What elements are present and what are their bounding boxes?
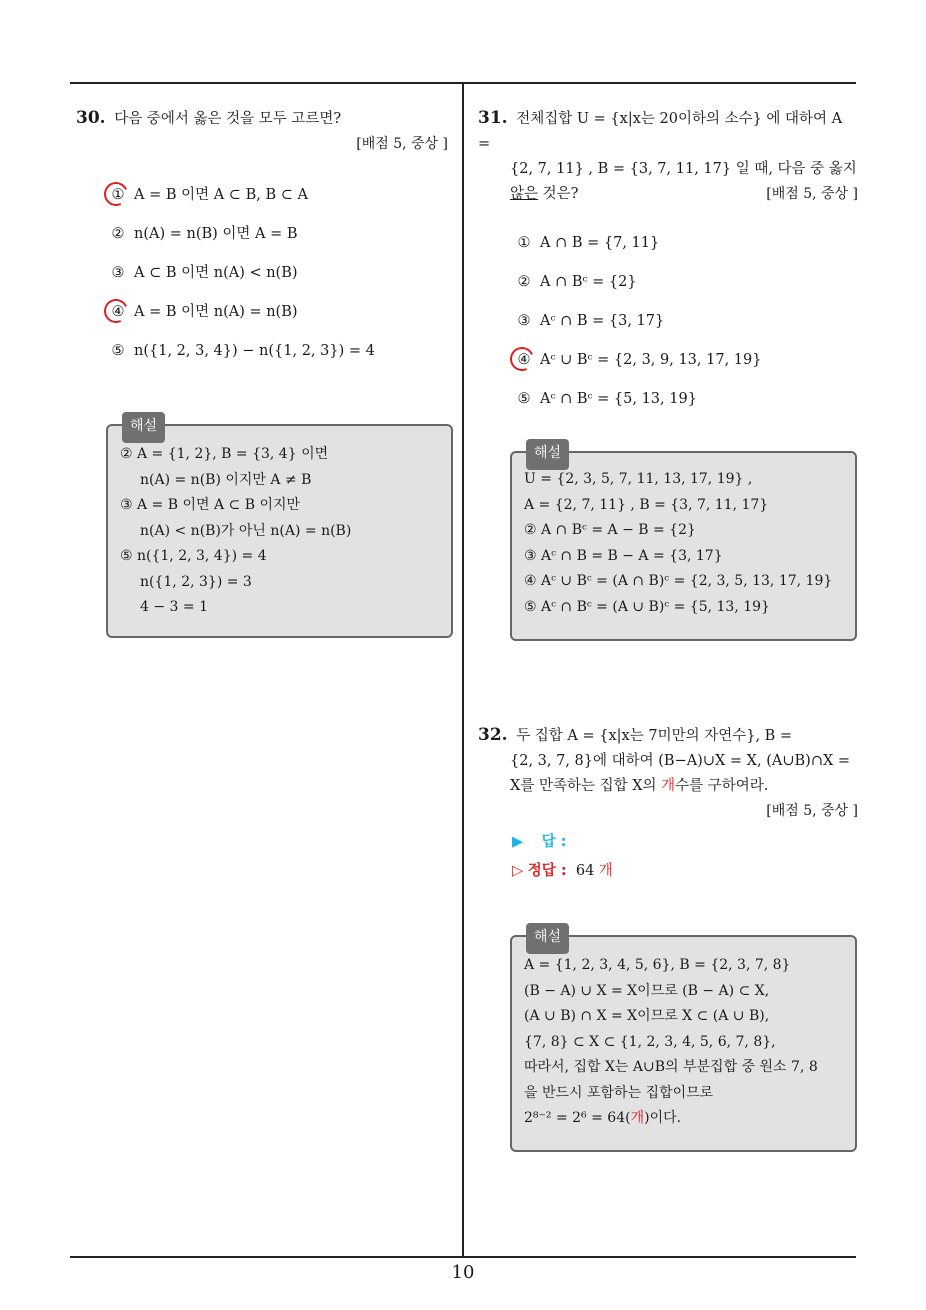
solution-line: ③ Aᶜ ∩ B = B − A = {3, 17} bbox=[524, 547, 723, 564]
option-1[interactable] bbox=[106, 183, 448, 208]
solution-box-30 bbox=[106, 418, 453, 638]
options-list bbox=[76, 183, 448, 364]
answer-marker-icon: ▶ bbox=[512, 834, 524, 850]
solution-text bbox=[120, 442, 439, 621]
solution-line: 을 반드시 포함하는 집합이므로 bbox=[524, 1084, 714, 1101]
highlight-count: 개 bbox=[661, 778, 676, 794]
option-4[interactable] bbox=[512, 348, 858, 373]
option-number: ① bbox=[517, 235, 531, 251]
solution-line: ⑤ Aᶜ ∩ Bᶜ = (A ∪ B)ᶜ = {5, 13, 19} bbox=[524, 598, 770, 615]
option-text: n({1, 2, 3, 4}) − n({1, 2, 3}) = 4 bbox=[134, 343, 375, 359]
solution-line: ② A = {1, 2}, B = {3, 4} 이면 bbox=[120, 446, 329, 462]
correct-label: 정답 : bbox=[527, 863, 567, 879]
correct-value: 64 bbox=[575, 863, 595, 879]
option-text: A = B 이면 n(A) = n(B) bbox=[134, 304, 298, 320]
option-3[interactable] bbox=[106, 261, 448, 286]
solution-line: n({1, 2, 3}) = 3 bbox=[140, 573, 252, 590]
question-30 bbox=[76, 106, 448, 378]
solution-line: ③ A = B 이면 A ⊂ B 이지만 bbox=[120, 497, 301, 513]
solution-final-unit: 개 bbox=[630, 1110, 645, 1126]
option-text: Aᶜ ∩ Bᶜ = {5, 13, 19} bbox=[540, 391, 697, 407]
option-3[interactable] bbox=[512, 309, 858, 334]
solution-tag: 해설 bbox=[526, 439, 569, 470]
option-5[interactable] bbox=[106, 339, 448, 364]
question-text-end: 수를 구하여라. bbox=[675, 778, 769, 794]
answer-label: 답 : bbox=[541, 834, 567, 850]
option-number: ④ bbox=[517, 352, 531, 368]
option-text: A ⊂ B 이면 n(A) < n(B) bbox=[134, 265, 298, 281]
question-32 bbox=[478, 723, 858, 884]
question-text-line-3: X를 만족하는 집합 X의 bbox=[510, 778, 662, 794]
option-number: ① bbox=[111, 187, 125, 203]
solution-tag: 해설 bbox=[122, 412, 165, 443]
solution-line: (A ∪ B) ∩ X = X이므로 X ⊂ (A ∪ B), bbox=[524, 1008, 770, 1024]
question-text: 다음 중에서 옳은 것을 모두 고르면? bbox=[114, 111, 342, 127]
solution-text bbox=[524, 953, 843, 1106]
option-4[interactable] bbox=[106, 300, 448, 325]
question-text-line-2: {2, 7, 11} , B = {3, 7, 11, 17} 일 때, 다음 중 옳지 bbox=[510, 161, 857, 177]
option-5[interactable] bbox=[512, 387, 858, 412]
question-31 bbox=[478, 106, 858, 426]
solution-line: A = {2, 7, 11} , B = {3, 7, 11, 17} bbox=[524, 496, 769, 513]
question-text-line-1: 두 집합 A = {x|x는 7미만의 자연수}, B = bbox=[516, 728, 793, 744]
solution-final-pre: 2⁸⁻² = 2⁶ = 64( bbox=[524, 1110, 631, 1126]
option-number: ③ bbox=[517, 313, 531, 329]
option-number: ② bbox=[517, 274, 531, 290]
emphasis-not: 않은 bbox=[510, 186, 539, 202]
option-number: ② bbox=[111, 226, 125, 242]
question-number: 32. bbox=[478, 725, 508, 745]
question-number: 30. bbox=[76, 108, 106, 128]
option-text: A = B 이면 A ⊂ B, B ⊂ A bbox=[134, 187, 308, 203]
bottom-rule bbox=[70, 1256, 856, 1258]
column-divider bbox=[462, 82, 464, 1257]
page-number: 10 bbox=[451, 1262, 475, 1283]
solution-line: {7, 8} ⊂ X ⊂ {1, 2, 3, 4, 5, 6, 7, 8}, bbox=[524, 1033, 776, 1050]
question-meta: [배점 5, 중상 ] bbox=[766, 803, 858, 819]
solution-line: U = {2, 3, 5, 7, 11, 13, 17, 19} , bbox=[524, 471, 753, 487]
solution-final-post: )이다. bbox=[644, 1110, 682, 1126]
solution-line: A = {1, 2, 3, 4, 5, 6}, B = {2, 3, 7, 8} bbox=[524, 957, 791, 973]
option-number: ⑤ bbox=[517, 391, 531, 407]
solution-line: 따라서, 집합 X는 A∪B의 부분집합 중 원소 7, 8 bbox=[524, 1059, 818, 1075]
option-1[interactable] bbox=[512, 231, 858, 256]
solution-tag: 해설 bbox=[526, 923, 569, 954]
option-text: n(A) = n(B) 이면 A = B bbox=[134, 226, 298, 242]
option-2[interactable] bbox=[106, 222, 448, 247]
question-text-line-1: 전체집합 U = {x|x는 20이하의 소수} 에 대하여 A = bbox=[478, 111, 843, 152]
question-number: 31. bbox=[478, 108, 508, 128]
option-text: Aᶜ ∪ Bᶜ = {2, 3, 9, 13, 17, 19} bbox=[540, 352, 762, 368]
question-meta: [배점 5, 중상 ] bbox=[766, 186, 858, 202]
solution-line: n(A) = n(B) 이지만 A ≠ B bbox=[140, 471, 312, 488]
option-text: A ∩ Bᶜ = {2} bbox=[540, 274, 637, 290]
solution-line: ④ Aᶜ ∪ Bᶜ = (A ∩ B)ᶜ = {2, 3, 5, 13, 17, 19} bbox=[524, 573, 833, 589]
correct-answer-line bbox=[512, 859, 858, 884]
option-number: ④ bbox=[111, 304, 125, 320]
solution-box-31 bbox=[510, 445, 857, 641]
option-2[interactable] bbox=[512, 270, 858, 295]
solution-line: n(A) < n(B)가 아닌 n(A) = n(B) bbox=[140, 522, 352, 539]
option-text: A ∩ B = {7, 11} bbox=[540, 235, 660, 251]
answer-input-line bbox=[512, 830, 858, 855]
solution-line: (B − A) ∪ X = X이므로 (B − A) ⊂ X, bbox=[524, 982, 770, 999]
solution-line: ② A ∩ Bᶜ = A − B = {2} bbox=[524, 522, 696, 538]
solution-final-line bbox=[524, 1106, 843, 1132]
options-list bbox=[478, 231, 858, 412]
solution-line: ⑤ n({1, 2, 3, 4}) = 4 bbox=[120, 548, 267, 564]
solution-line: 4 − 3 = 1 bbox=[140, 599, 208, 615]
question-text-line-2: {2, 3, 7, 8}에 대하여 (B−A)∪X = X, (A∪B)∩X = bbox=[510, 753, 851, 769]
question-meta: [배점 5, 중상 ] bbox=[356, 136, 448, 152]
option-number: ⑤ bbox=[111, 343, 125, 359]
question-text-end: 것은? bbox=[538, 186, 579, 202]
option-number: ③ bbox=[111, 265, 125, 281]
option-text: Aᶜ ∩ B = {3, 17} bbox=[540, 313, 665, 329]
correct-marker-icon: ▷ bbox=[512, 863, 524, 879]
solution-box-32 bbox=[510, 929, 857, 1152]
correct-unit: 개 bbox=[598, 863, 613, 879]
solution-text bbox=[524, 467, 843, 620]
